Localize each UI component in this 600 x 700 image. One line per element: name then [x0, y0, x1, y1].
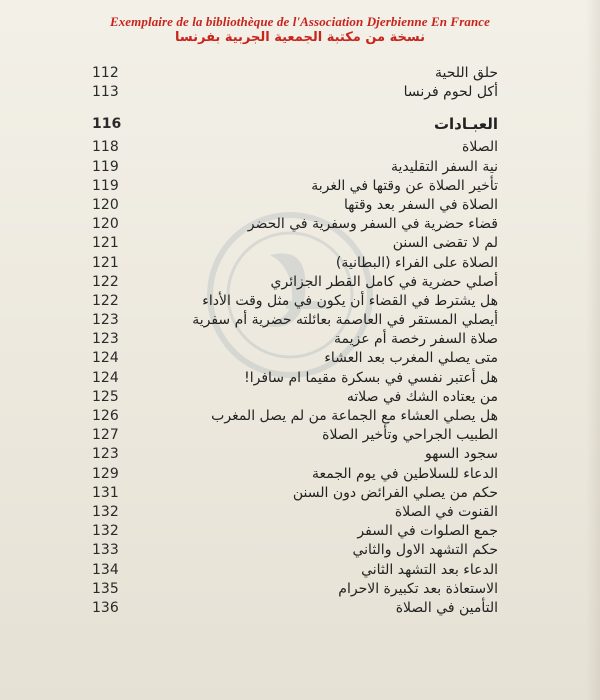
toc-entry — [92, 234, 502, 253]
toc-entry-title: هل يشترط في القضاء أن يكون في مثل وقت الأداء — [202, 292, 498, 309]
toc-entry — [92, 388, 502, 407]
toc-entry — [92, 561, 502, 580]
toc-entry — [92, 64, 502, 83]
toc-entry — [92, 330, 502, 349]
toc-entry-title: حكم التشهد الاول والثاني — [352, 542, 498, 559]
toc-entry-title: هل أعتبر نفسي في بسكرة مقيما ام سافرا! — [244, 369, 498, 386]
toc-entry — [92, 254, 502, 273]
toc-entry-title: صلاة السفر رخصة أم عزيمة — [333, 331, 498, 348]
table-of-contents — [92, 64, 502, 618]
toc-entry-title: حلق اللحية — [435, 65, 498, 81]
toc-entry-page-number: 119 — [92, 158, 119, 175]
toc-entry-page-number: 122 — [92, 292, 119, 309]
toc-entry-page-number: 123 — [92, 312, 119, 329]
toc-entry-page-number: 131 — [92, 484, 119, 501]
toc-entry — [92, 292, 502, 311]
toc-entry-page-number: 124 — [92, 369, 119, 386]
toc-entry — [92, 541, 502, 560]
toc-entry-page-number: 136 — [92, 599, 119, 616]
toc-entry — [92, 158, 502, 177]
toc-entry-title: هل يصلي العشاء مع الجماعة من لم يصل المغرب — [211, 408, 498, 424]
toc-entry-page-number: 123 — [92, 446, 119, 463]
toc-entry-page-number: 129 — [92, 465, 119, 482]
toc-entry-title: تأخير الصلاة عن وقتها في الغربة — [311, 177, 498, 194]
library-stamp-header — [0, 14, 600, 46]
toc-entry-title: الطبيب الجراحي وتأخير الصلاة — [322, 427, 498, 444]
toc-entry-page-number: 133 — [92, 542, 119, 559]
toc-entry-page-number: 134 — [92, 561, 119, 578]
toc-entry-page-number: 113 — [92, 84, 119, 101]
toc-entry — [92, 407, 502, 426]
toc-entry-page-number: 123 — [92, 331, 119, 348]
toc-entry-page-number: 122 — [92, 273, 119, 290]
toc-entry — [92, 83, 502, 102]
toc-entry-page-number: 124 — [92, 350, 119, 367]
toc-entry-page-number: 120 — [92, 196, 119, 213]
toc-entry — [92, 522, 502, 541]
toc-entry-page-number: 120 — [92, 216, 119, 233]
toc-entry-page-number: 118 — [92, 139, 119, 156]
toc-entry-title: الصلاة على الفراء (البطانية) — [335, 254, 498, 271]
toc-entry-title: الصلاة — [462, 139, 498, 156]
toc-entry-page-number: 135 — [92, 580, 119, 597]
toc-entry-title: أكل لحوم فرنسا — [403, 84, 498, 101]
toc-entry-title: لم لا تقضى السنن — [392, 235, 498, 252]
toc-entry — [92, 445, 502, 464]
toc-entry — [92, 196, 502, 215]
toc-entry-page-number: 112 — [92, 65, 119, 81]
toc-entry-title: متى يصلي المغرب بعد العشاء — [324, 350, 498, 367]
toc-entry-title: العبـادات — [433, 115, 498, 134]
toc-entry-title: الصلاة في السفر بعد وقتها — [344, 196, 498, 213]
toc-section-heading — [92, 110, 502, 138]
toc-entry-title: قضاء حضرية في السفر وسفرية في الحضر — [247, 216, 498, 233]
toc-entry — [92, 349, 502, 368]
toc-entry — [92, 465, 502, 484]
toc-entry-title: جمع الصلوات في السفر — [357, 523, 498, 540]
header-french-line: Exemplaire de la bibliothèque de l'Association Djerbienne En France — [109, 14, 491, 29]
toc-entry — [92, 599, 502, 618]
toc-entry — [92, 215, 502, 234]
page-edge-shadow — [586, 0, 600, 700]
toc-entry — [92, 503, 502, 522]
toc-entry-title: أيصلي المستقر في العاصمة بعائلته حضرية أم سفرية — [192, 312, 498, 329]
toc-entry-page-number: 125 — [92, 388, 119, 405]
toc-entry-title: من يعتاده الشك في صلاته — [346, 388, 498, 405]
toc-entry-page-number: 116 — [92, 116, 122, 133]
toc-entry — [92, 484, 502, 503]
toc-entry — [92, 580, 502, 599]
toc-entry-page-number: 126 — [92, 408, 119, 424]
toc-entry — [92, 369, 502, 388]
toc-entry-title: نية السفر التقليدية — [390, 158, 498, 175]
toc-entry-title: القنوت في الصلاة — [394, 503, 498, 520]
toc-entry-page-number: 127 — [92, 427, 119, 444]
toc-entry — [92, 273, 502, 292]
toc-entry-title: الدعاء بعد التشهد الثاني — [361, 561, 498, 578]
toc-entry — [92, 311, 502, 330]
toc-entry-page-number: 132 — [92, 523, 119, 540]
toc-entry-page-number: 132 — [92, 503, 119, 520]
toc-entry — [92, 138, 502, 157]
header-arabic-line: نسخة من مكتبة الجمعية الجربية بفرنسا — [175, 30, 425, 45]
toc-entry-title: سجود السهو — [424, 446, 498, 463]
toc-entry — [92, 426, 502, 445]
toc-entry-title: الدعاء للسلاطين في يوم الجمعة — [312, 465, 498, 482]
toc-entry-page-number: 121 — [92, 254, 119, 271]
toc-entry-title: أصلي حضرية في كامل القطر الجزائري — [270, 273, 498, 290]
toc-entry-page-number: 121 — [92, 235, 119, 252]
toc-entry — [92, 177, 502, 196]
toc-entry-title: التأمين في الصلاة — [395, 599, 498, 616]
toc-entry-title: الاستعاذة بعد تكبيرة الاحرام — [338, 580, 498, 597]
toc-entry-title: حكم من يصلي الفرائض دون السنن — [292, 484, 498, 501]
toc-entry-page-number: 119 — [92, 177, 119, 194]
